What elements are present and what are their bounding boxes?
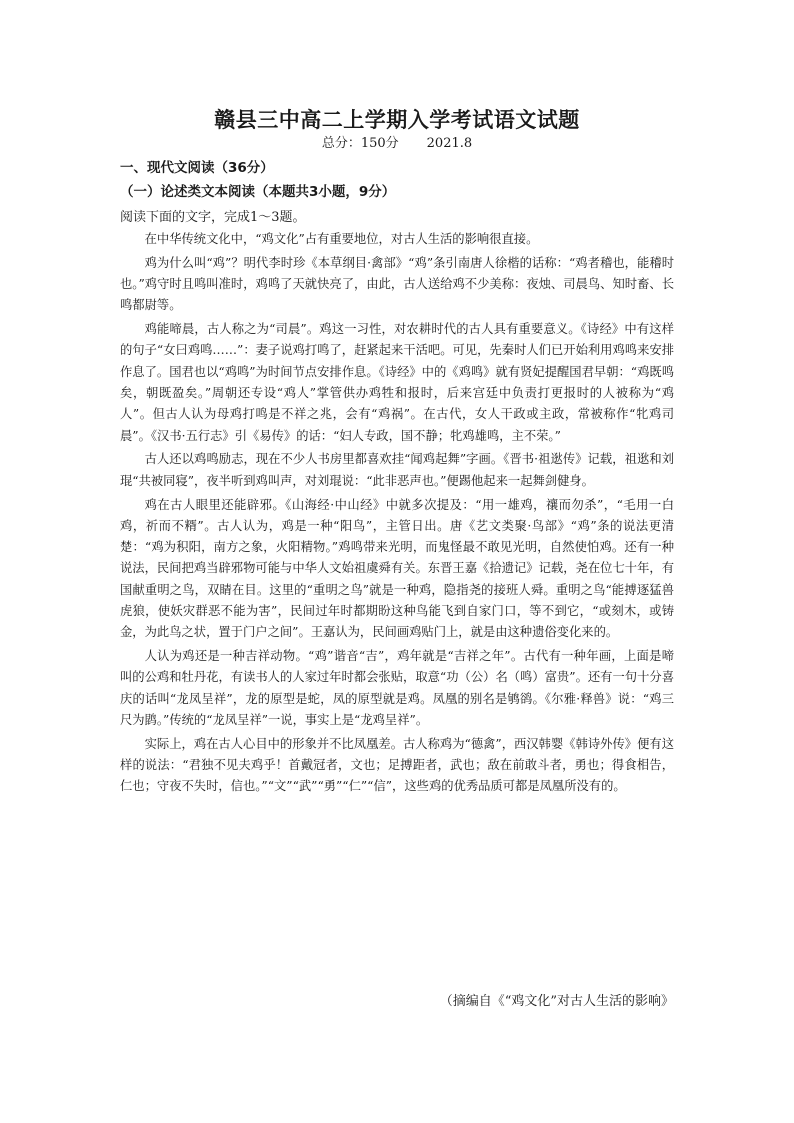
exam-date: 2021.8 (426, 136, 473, 151)
passage-paragraph: 古人还以鸡鸣励志，现在不少人书房里都喜欢挂“闻鸡起舞”字画。《晋书·祖逖传》记载，祖逖和刘琨“共被同寝”，夜半听到鸡叫声，对刘琨说：“此非恶声也。”便踢他起来一起舞剑健身。 (120, 452, 674, 488)
page-title: 赣县三中高二上学期入学考试语文试题 (214, 108, 580, 132)
passage-body (120, 229, 674, 800)
exam-meta (0, 132, 794, 151)
instruction-text: 阅读下面的文字，完成1～3题。 (120, 210, 306, 225)
passage-paragraph: 人认为鸡还是一种吉祥动物。“鸡”谐音“吉”，鸡年就是“吉祥之年”。古代有一种年画，上面是啼叫的公鸡和牡丹花，有读书人的人家过年时都会张贴，取意“功（公）名（鸣）富贵”。还有一句十分喜庆的话叫“龙凤呈祥”，龙的原型是蛇，凤的原型就是鸡。凤凰的别名是鸲鹆。《尔雅·释兽》说：“鸡三尺为鹍。”传统的“龙凤呈祥”一说，事实上是“龙鸡呈祥”。 (120, 649, 674, 728)
section-heading: 一、现代文阅读（36分） (120, 160, 274, 176)
passage-paragraph: 实际上，鸡在古人心目中的形象并不比凤凰差。古人称鸡为“德禽”，西汉韩婴《韩诗外传》便有这样的说法：“君独不见夫鸡乎！首戴冠者，文也；足搏距者，武也；敌在前敢斗者，勇也；得食相告，仁也；守夜不失时，信也。”“文”“武”“勇”“仁”“信”，这些鸡的优秀品质可都是凤凰所没有的。 (120, 736, 674, 794)
passage-paragraph: 在中华传统文化中，“鸡文化”占有重要地位，对古人生活的影响很直接。 (144, 232, 539, 246)
passage-paragraph: 鸡能啼晨，古人称之为“司晨”。鸡这一习性，对农耕时代的古人具有重要意义。《诗经》中有这样的句子“女曰鸡鸣……”：妻子说鸡打鸣了，赶紧起来干活吧。可见，先秦时人们已开始利用鸡鸣来安排作息了。国君也以“鸡鸣”为时间节点安排作息。《诗经》中的《鸡鸣》就有贤妃提醒国君早朝：“鸡既鸣矣，朝既盈矣。”周朝还专设“鸡人”掌管供办鸡牲和报时，后来宫廷中负责打更报时的人被称为“鸡人”。但古人认为母鸡打鸣是不祥之兆，会有“鸡祸”。在古代，女人干政或主政，常被称作“牝鸡司晨”。《汉书·五行志》引《易传》的话：“妇人专政，国不静；牝鸡雄鸣，主不荣。” (120, 322, 674, 443)
subsection-heading: （一）论述类文本阅读（本题共3小题，9分） (120, 184, 396, 200)
passage-paragraph: 鸡为什么叫“鸡”？明代李时珍《本草纲目·禽部》“鸡”条引南唐人徐楷的话称：“鸡者稽也，能稽时也。”鸡守时且鸣叫准时，鸡鸣了天就快亮了，由此，古人送给鸡不少美称：夜烛、司晨鸟、知时畜、长鸣都尉等。 (120, 255, 674, 313)
passage-paragraph: 鸡在古人眼里还能辟邪。《山海经·中山经》中就多次提及：“用一雄鸡，禳而勿杀”，“毛用一白鸡，祈而不糈”。古人认为，鸡是一种“阳鸟”，主管日出。唐《艺文类聚·鸟部》“鸡”条的说法更清楚：“鸡为积阳，南方之象，火阳精物。”鸡鸣带来光明，而鬼怪最不敢见光明，自然使怕鸡。还有一种说法，民间把鸡当辟邪物可能与中华人文始祖虞舜有关。东晋王嘉《拾遗记》记载，尧在位七十年，有国献重明之鸟，双睛在目。这里的“重明之鸟”就是一种鸡，隐指尧的接班人舜。重明之鸟“能搏逐猛兽虎狼，使妖灾群恶不能为害”，民间过年时都期盼这种鸟能飞到自家门口，等不到它，“或刻木，或铸金，为此鸟之状，置于门户之间”。王嘉认为，民间画鸡贴门上，就是由这种遗俗变化来的。 (120, 497, 674, 640)
total-score: 总分：150分 (321, 136, 399, 151)
passage-source: （摘编自《“鸡文化”对古人生活的影响》 (439, 994, 674, 1009)
